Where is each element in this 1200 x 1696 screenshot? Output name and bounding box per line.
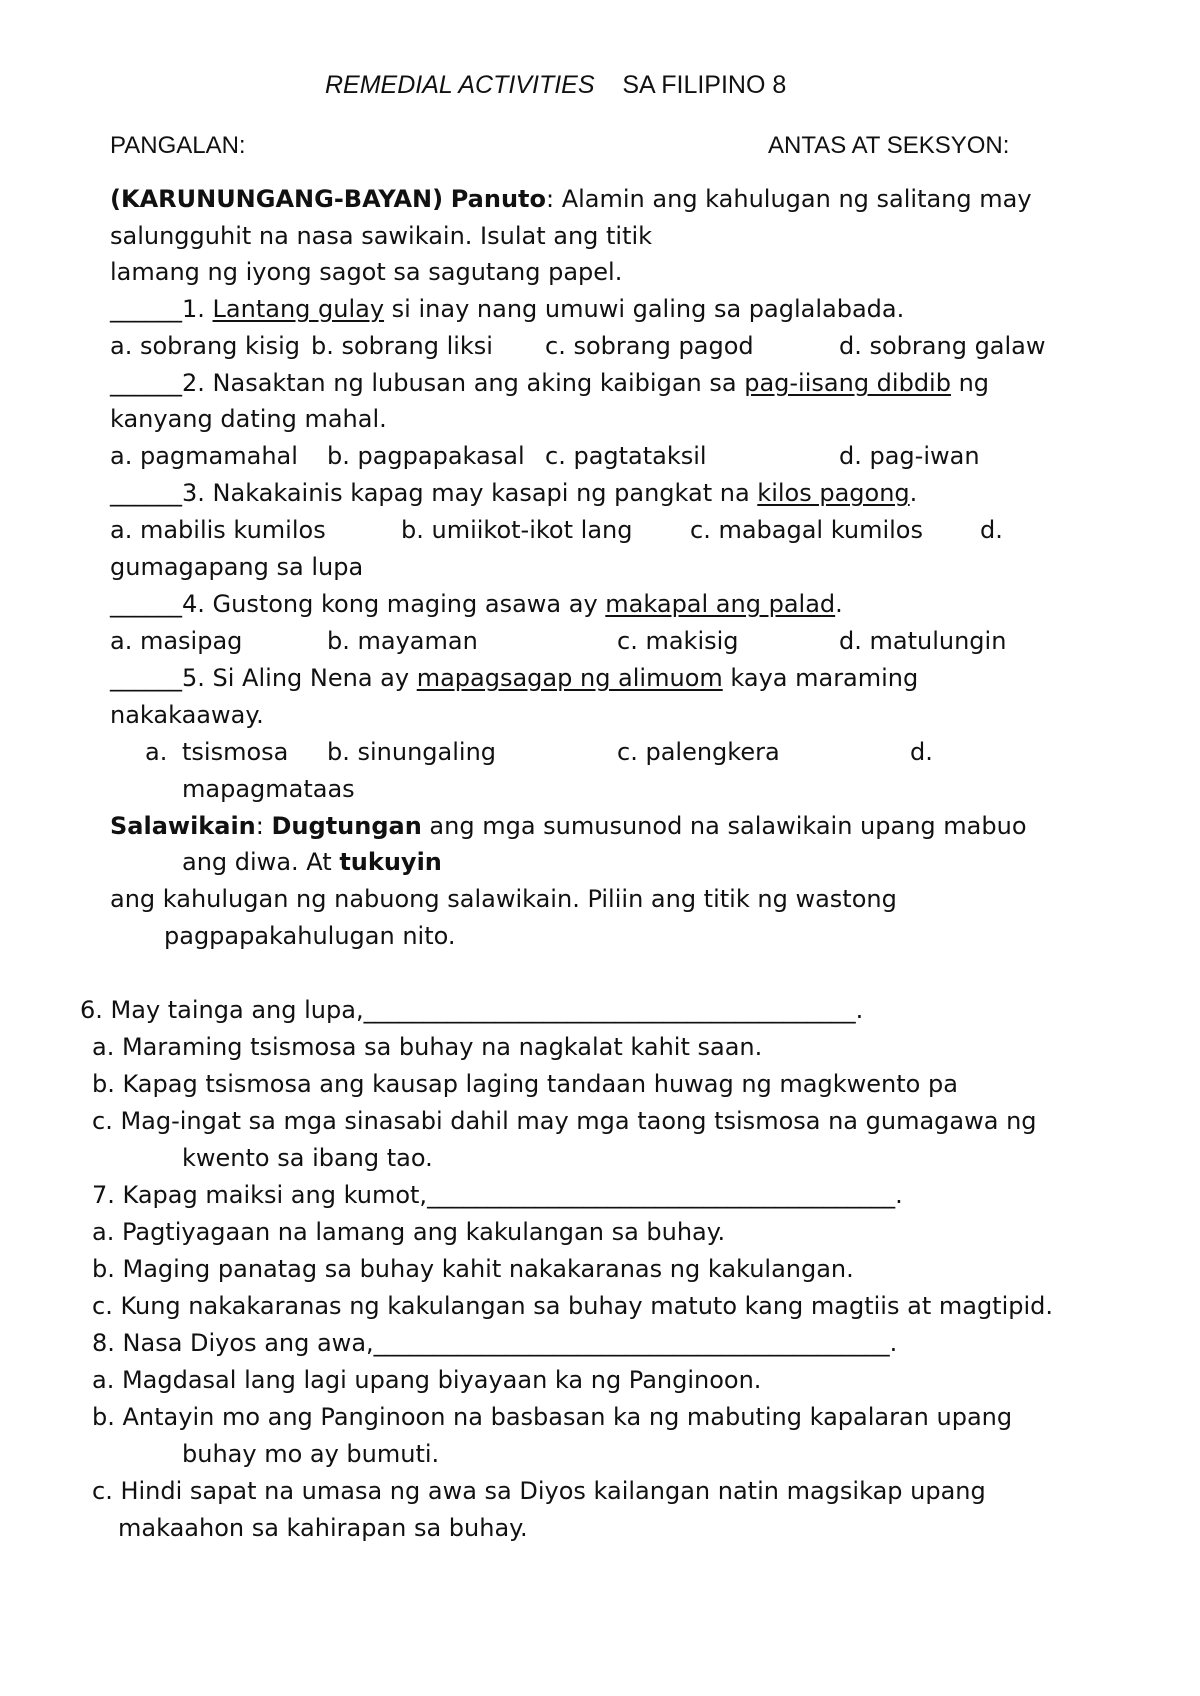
item-5-choice-a-text: tsismosa <box>182 738 289 766</box>
item-3-stem <box>110 478 917 508</box>
item-5-after: kaya maraming <box>722 664 919 692</box>
part2-instr-4: pagpapakahulugan nito. <box>164 922 456 950</box>
item-6-choice-a: a. Maraming tsismosa sa buhay na nagkalat kahit saan. <box>92 1033 763 1061</box>
item-1-choice-a: a. sobrang kisig <box>110 332 301 360</box>
item-5-choice-c: c. palengkera <box>617 738 780 766</box>
item-4-choice-c: c. makisig <box>617 627 739 655</box>
part2-verb1: Dugtungan <box>271 812 422 840</box>
part2-instr-1: ang mga sumusunod na salawikain upang mabuo <box>421 812 1027 840</box>
item-2-choice-d: d. pag-iwan <box>839 442 980 470</box>
item-4-blank: ______4. Gustong kong maging asawa ay <box>110 590 606 618</box>
item-8-choice-c-cont: makaahon sa kahirapan sa buhay. <box>118 1514 528 1542</box>
item-6-choice-b: b. Kapag tsismosa ang kausap laging tandaan huwag ng magkwento pa <box>92 1070 958 1098</box>
item-2-choice-b: b. pagpapakasal <box>327 442 525 470</box>
item-5-underlined: mapagsagap ng alimuom <box>416 664 723 692</box>
item-7-choice-b: b. Maging panatag sa buhay kahit nakakaranas ng kakulangan. <box>92 1255 854 1283</box>
item-3-after: . <box>909 479 918 507</box>
item-5-choice-d: d. <box>910 738 933 766</box>
part2-instr-3: ang kahulugan ng nabuong salawikain. Piliin ang titik ng wastong <box>110 885 897 913</box>
item-1-stem <box>110 294 904 324</box>
part1-instr-1: : Alamin ang kahulugan ng salitang may <box>546 185 1032 213</box>
part2-colon: : <box>255 812 272 840</box>
item-2-choice-a: a. pagmamahal <box>110 442 298 470</box>
item-8-choice-b: b. Antayin mo ang Panginoon na basbasan ka ng mabuting kapalaran upang <box>92 1403 1013 1431</box>
item-8-choice-a: a. Magdasal lang lagi upang biyayaan ka ng Panginoon. <box>92 1366 762 1394</box>
item-6-stem: 6. May tainga ang lupa,_________________________________________. <box>80 996 864 1024</box>
item-3-choice-d: d. <box>980 516 1003 544</box>
item-3-choice-b: b. umiikot-ikot lang <box>401 516 633 544</box>
item-2-choice-c: c. pagtataksil <box>545 442 707 470</box>
item-5-choice-a-letter: a. <box>145 738 168 766</box>
section-label: ANTAS AT SEKSYON: <box>768 132 1010 159</box>
name-label: PANGALAN: <box>110 132 246 159</box>
worksheet-title <box>325 70 786 100</box>
item-5-cont: nakakaaway. <box>110 701 264 729</box>
item-3-blank: ______3. Nakakainis kapag may kasapi ng pangkat na <box>110 479 758 507</box>
item-5-choice-cont: mapagmataas <box>182 775 355 803</box>
part2-verb2: tukuyin <box>339 848 442 876</box>
title-rest: SA FILIPINO 8 <box>622 71 787 99</box>
item-7-stem: 7. Kapag maiksi ang kumot,_______________________________________. <box>92 1181 903 1209</box>
part2-instructions-line2 <box>182 847 442 877</box>
title-italic: REMEDIAL ACTIVITIES <box>325 71 595 99</box>
part1-topic: (KARUNUNGANG-BAYAN) <box>110 185 444 213</box>
item-4-choice-d: d. matulungin <box>839 627 1007 655</box>
item-1-blank: ______1. <box>110 295 213 323</box>
item-2-after: ng <box>950 369 990 397</box>
item-2-underlined: pag-iisang dibdib <box>744 369 951 397</box>
item-8-stem: 8. Nasa Diyos ang awa,___________________________________________. <box>92 1329 898 1357</box>
item-3-choice-c: c. mabagal kumilos <box>690 516 923 544</box>
item-2-stem <box>110 368 989 398</box>
item-6-choice-cont: kwento sa ibang tao. <box>182 1144 433 1172</box>
item-4-stem <box>110 589 843 619</box>
item-4-after: . <box>835 590 843 618</box>
item-1-choice-d: d. sobrang galaw <box>839 332 1046 360</box>
part1-instructions-line1 <box>110 184 1032 214</box>
item-1-choice-c: c. sobrang pagod <box>545 332 754 360</box>
part2-instructions-line1 <box>110 811 1027 841</box>
item-7-choice-c: c. Kung nakakaranas ng kakulangan sa buhay matuto kang magtiis at magtipid. <box>92 1292 1054 1320</box>
item-4-underlined: makapal ang palad <box>605 590 836 618</box>
item-7-choice-a: a. Pagtiyagaan na lamang ang kakulangan sa buhay. <box>92 1218 726 1246</box>
item-1-after: si inay nang umuwi galing sa paglalabada. <box>384 295 905 323</box>
item-5-stem <box>110 663 918 693</box>
part2-label: Salawikain <box>110 812 256 840</box>
part1-instr-2: salungguhit na nasa sawikain. Isulat ang titik <box>110 222 653 250</box>
item-5-blank: ______5. Si Aling Nena ay <box>110 664 417 692</box>
item-8-choice-c: c. Hindi sapat na umasa ng awa sa Diyos kailangan natin magsikap upang <box>92 1477 986 1505</box>
item-6-choice-c: c. Mag-ingat sa mga sinasabi dahil may mga taong tsismosa na gumagawa ng <box>92 1107 1037 1135</box>
item-2-cont: kanyang dating mahal. <box>110 405 387 433</box>
item-3-choice-a: a. mabilis kumilos <box>110 516 326 544</box>
item-4-choice-b: b. mayaman <box>327 627 478 655</box>
part1-panuto: Panuto <box>450 185 546 213</box>
part1-instr-3: lamang ng iyong sagot sa sagutang papel. <box>110 258 623 286</box>
item-2-blank: ______2. Nasaktan ng lubusan ang aking kaibigan sa <box>110 369 745 397</box>
item-3-choice-cont: gumagapang sa lupa <box>110 553 364 581</box>
item-4-choice-a: a. masipag <box>110 627 243 655</box>
part2-instr-2: ang diwa. At <box>182 848 340 876</box>
item-8-choice-b-cont: buhay mo ay bumuti. <box>182 1440 440 1468</box>
item-5-choice-b: b. sinungaling <box>327 738 497 766</box>
item-1-choice-b: b. sobrang liksi <box>311 332 493 360</box>
item-1-underlined: Lantang gulay <box>212 295 385 323</box>
item-3-underlined: kilos pagong <box>757 479 910 507</box>
